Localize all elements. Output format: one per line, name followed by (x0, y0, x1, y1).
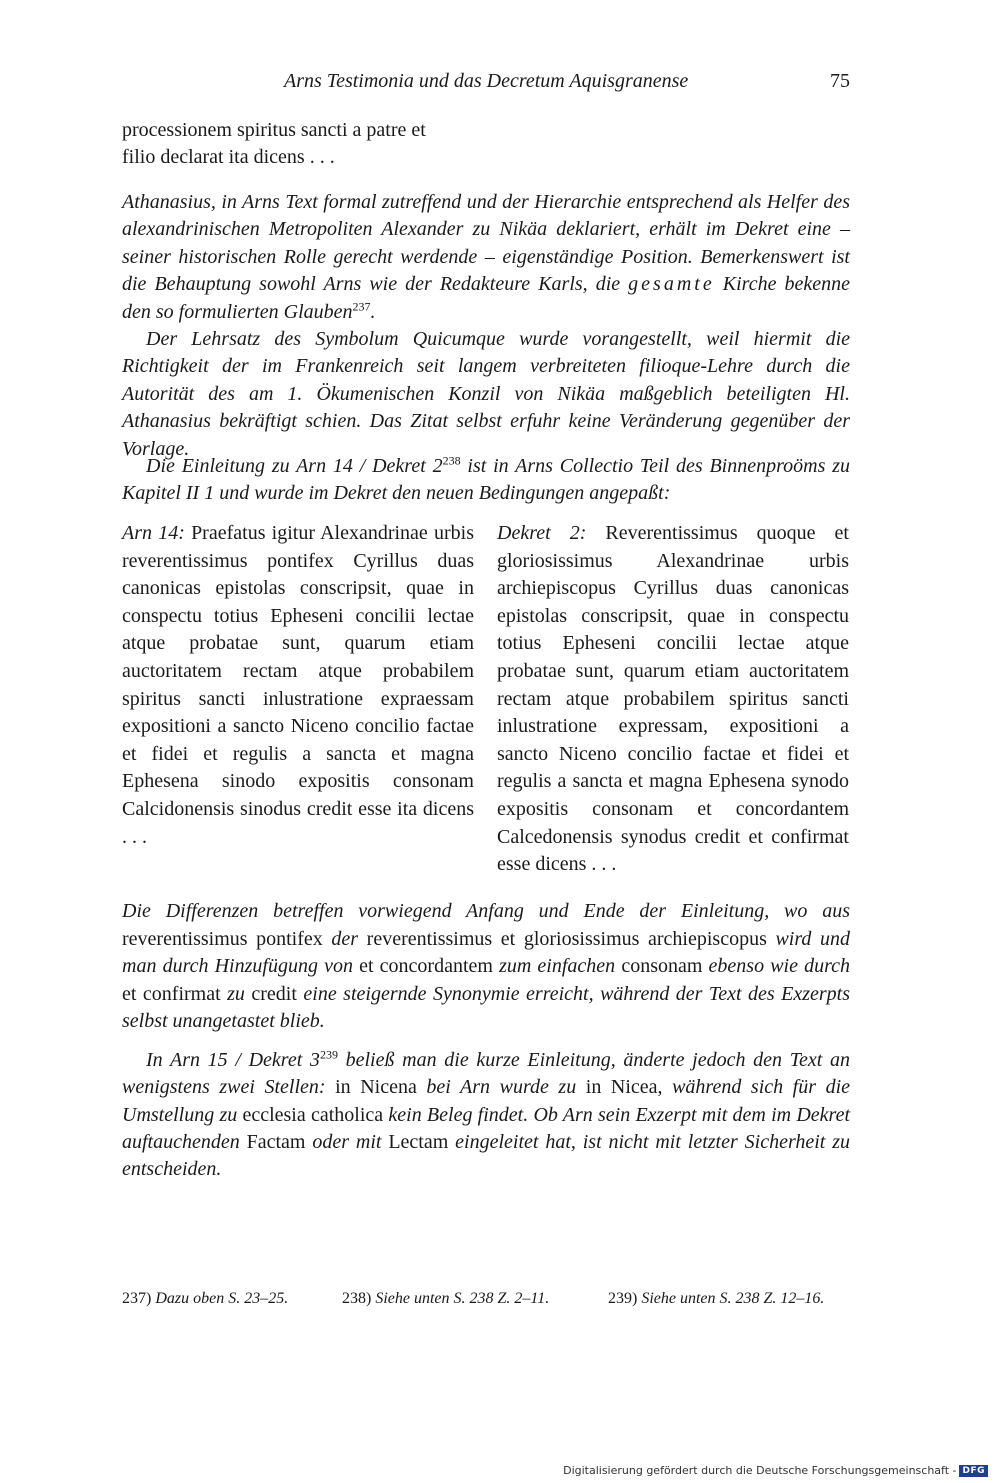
footnote-237 (122, 1290, 288, 1308)
intro-line-1: processionem spiritus sancti a patre et (122, 119, 426, 141)
para4-s12: credit (244, 982, 304, 1005)
footnote-238 (342, 1290, 549, 1308)
footnote-number: 239) (608, 1290, 638, 1307)
para1-end: . (370, 300, 376, 323)
footnote-ref-238[interactable]: 238 (442, 453, 461, 468)
watermark-text: Digitalisierung gefördert durch die Deutsche Forschungsgemeinschaft - (563, 1464, 957, 1477)
para4-s2: reverentissimus pontifex (122, 927, 332, 950)
para4-s8: consonam (615, 955, 709, 978)
intro-line-2: filio declarat ita dicens . . . (122, 146, 335, 169)
para4-s10: et confirmat (122, 982, 228, 1005)
dfg-logo: DFG (959, 1465, 988, 1477)
para5-s10: oder mit (312, 1130, 382, 1153)
para5-s7: ecclesia catholica (237, 1103, 389, 1126)
para4-s9: ebenso wie durch (708, 955, 851, 978)
footnote-text: Dazu oben S. 23–25. (155, 1290, 289, 1307)
para1-text-b: Kirche bekenne den so formulierten Glauben (122, 273, 850, 323)
para5-s2: beließ man die kurze Einleitung, änderte jedoch den Text an wenigstens zwei Stellen: (122, 1049, 851, 1099)
column-label-arn: Arn 14: (122, 522, 185, 544)
paragraph-differenzen (122, 898, 850, 1036)
footnote-number: 237) (122, 1290, 152, 1307)
column-dekret-2 (497, 520, 849, 879)
column-text-arn: Praefatus igitur Alexandrinae urbis reverentissimus pontifex Cyrillus duas canonicas epistolas conscripsit, quae in conspectu totius Epheseni concilii lectae atque probatae sunt, quarum etiam auctoritatem rectam atque probabilem spiritus sancti inlustratione expraessam expositioni a sancto Niceno concilio factae et fidei et regulis a sancta et magna Ephesena sinodo expositis consonam Calcidonensis sinodus credit esse ita dicens . . . (122, 522, 474, 848)
para5-s12: eingeleitet hat, ist nicht mit letzter Sicherheit zu entscheiden. (122, 1130, 851, 1181)
paragraph-einleitung (122, 453, 850, 508)
para5-s5: in Nicea, (576, 1076, 673, 1099)
para1-text-a: Athanasius, in Arns Text formal zutreffend und der Hierarchie entsprechend als Helfer des alexandrinischen Metropoliten Alexander zu Nikäa deklariert, erhält im Dekret eine – seiner historischen Rolle gerecht werdende – eigenständige Position. Bemerkenswert ist die Behauptung sowohl Arns wie der Redakteure Karls, die (122, 191, 850, 296)
para5-s4: bei Arn wurde zu (426, 1076, 577, 1099)
para5-s11: Lectam (381, 1130, 456, 1153)
running-head (122, 70, 850, 100)
intro-latin (122, 117, 850, 172)
dfg-watermark (563, 1464, 988, 1477)
commentary-block (122, 189, 850, 463)
para5-s3: in Nicena (325, 1076, 427, 1099)
para5-s9: Factam (239, 1130, 313, 1153)
para5-s1: In Arn 15 / Dekret 3 (146, 1049, 320, 1071)
footnote-ref-237[interactable]: 237 (352, 298, 371, 313)
para4-s1: Die Differenzen betreffen vorwiegend Anfang und Ende der Einleitung, wo aus (122, 900, 850, 922)
footnote-text: Siehe unten S. 238 Z. 2–11. (375, 1290, 550, 1307)
paragraph-athanasius (122, 189, 850, 326)
footnote-number: 238) (342, 1290, 372, 1307)
footnote-ref-239[interactable]: 239 (319, 1047, 338, 1062)
para4-s13: eine steigernde Synonymie erreicht, während der Text des Exzerpts selbst unangetastet blieb. (122, 982, 851, 1033)
column-arn-14 (122, 520, 474, 851)
running-title: Arns Testimonia und das Decretum Aquisgranense (284, 70, 689, 92)
para3-text-a: Die Einleitung zu Arn 14 / Dekret 2 (146, 455, 443, 477)
page-number: 75 (830, 70, 850, 92)
para5-s8: kein Beleg findet. Ob Arn sein Exzerpt mit dem im Dekret auftauchenden (122, 1103, 851, 1153)
para4-s6: et concordantem (352, 955, 500, 978)
para4-s5: wird und man durch Hinzufügung von (122, 927, 851, 978)
para4-s7: zum einfachen (499, 955, 616, 978)
para5-s6: während sich für die Umstellung zu (122, 1076, 851, 1126)
para4-s4: reverentissimus et gloriosissimus archiepiscopus (358, 927, 776, 950)
paragraph-arn-15 (122, 1047, 850, 1183)
paragraph-lehrsatz: Der Lehrsatz des Symbolum Quicumque wurde vorangestellt, weil hiermit die Richtigkeit der im Frankenreich seit langem verbreiteten filioque-Lehre durch die Autorität des am 1. Ökumenischen Konzil von Nikäa maßgeblich beteiligten Hl. Athanasius bekräftigt schien. Das Zitat selbst erfuhr keine Veränderung gegenüber der Vorlage. (122, 328, 850, 460)
para4-s3: der (331, 927, 359, 950)
para3-text-b: ist in Arns Collectio Teil des Binnenproöms zu Kapitel II 1 und wurde im Dekret den neuen Bedingungen angepaßt: (122, 455, 850, 505)
para4-s11: zu (227, 982, 245, 1005)
column-label-dekret: Dekret 2: (497, 522, 587, 544)
footnote-239 (608, 1290, 824, 1308)
footnote-text: Siehe unten S. 238 Z. 12–16. (641, 1290, 825, 1307)
column-text-dekret: Reverentissimus quoque et gloriosissimus Alexandrinae urbis archiepiscopus Cyrillus duas canonicas epistolas conscripsit, quae in conspectu totius Epheseni concilii lectae atque probatae sunt, quarum etiam auctoritatem rectam atque probabilem spiritus sancti inlustratione expressam, expositioni a sancto Niceno concilio factae et fidei et regulis a sancta et magna Ephesena synodo expositis consonam et concordantem Calcedonensis synodus credit et confirmat esse dicens . . . (497, 522, 849, 876)
spaced-word: gesamte (628, 273, 715, 296)
